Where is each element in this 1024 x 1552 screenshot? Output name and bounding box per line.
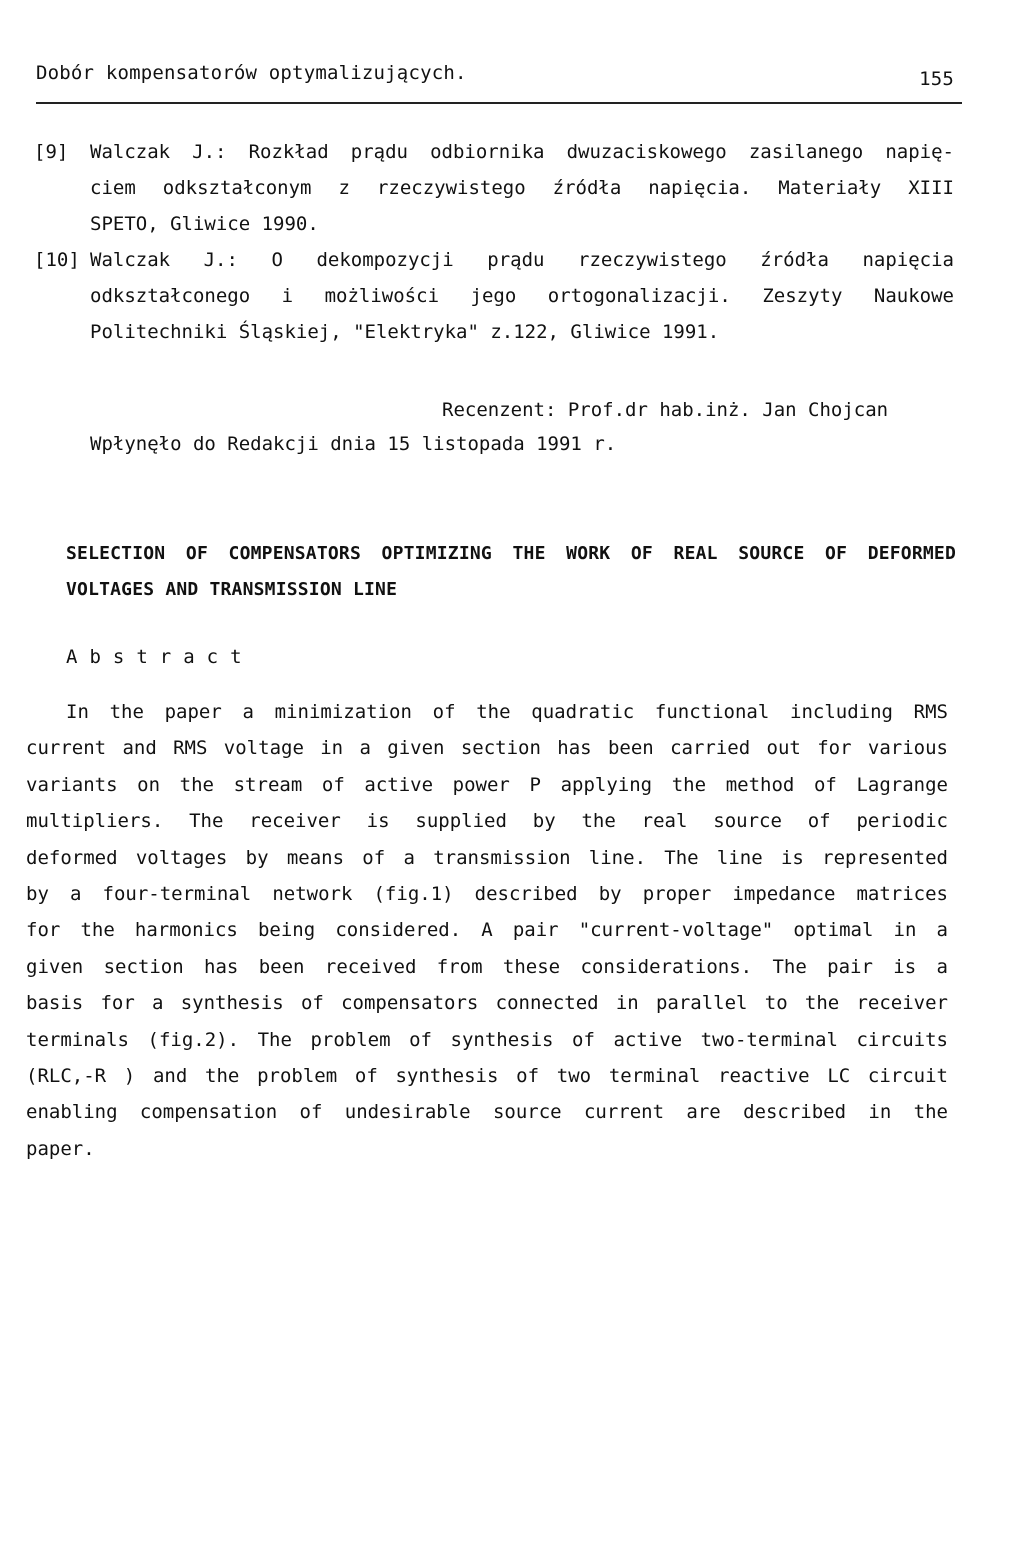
reference-text: Walczak J.: O dekompozycji prądu rzeczywistego źródła napięcia [90,249,954,271]
reference-line: odkształconego i możliwości jego ortogonalizacji. Zeszyty Naukowe [90,285,954,307]
reference-list [34,134,954,350]
reference-item [34,242,954,350]
reference-line: ciem odkształconym z rzeczywistego źródła napięcia. Materiały XIII [90,177,954,199]
abstract-line: deformed voltages by means of a transmission line. The line is represented [26,846,948,869]
abstract-line: terminals (fig.2). The problem of synthesis of active two-terminal circuits [26,1028,948,1051]
reference-number: [10] [34,249,80,271]
abstract-heading: Abstract [66,646,254,668]
header-rule [36,102,962,104]
title-line: VOLTAGES AND TRANSMISSION LINE [66,579,398,600]
reference-line: Politechniki Śląskiej, "Elektryka" z.122, Gliwice 1991. [90,321,720,343]
abstract-line: variants on the stream of active power P applying the method of Lagrange [26,773,948,796]
reviewer-note: Recenzent: Prof.dr hab.inż. Jan Chojcan [442,399,889,421]
abstract-line: In the paper a minimization of the quadratic functional including RMS [66,701,948,723]
abstract-line: current and RMS voltage in a given section has been carried out for various [26,737,948,760]
running-header-title: Dobór kompensatorów optymalizujących. [36,62,467,84]
reference-line: SPETO, Gliwice 1990. [90,213,319,235]
reference-number: [9] [34,141,69,163]
reference-text: Walczak J.: Rozkład prądu odbiornika dwuzaciskowego zasilanego napię- [90,141,954,163]
abstract-line: for the harmonics being considered. A pair "current-voltage" optimal in a [26,919,948,942]
abstract-line: enabling compensation of undesirable source current are described in the [26,1101,948,1124]
abstract-line: multipliers. The receiver is supplied by the real source of periodic [26,810,948,833]
english-paper-title [66,536,956,608]
received-date-note: Wpłynęło do Redakcji dnia 15 listopada 1991 r. [90,433,617,455]
reference-line [34,242,954,278]
reference-item [34,134,954,242]
title-line: SELECTION OF COMPENSATORS OPTIMIZING THE WORK OF REAL SOURCE OF DEFORMED [66,543,956,564]
abstract-line: paper. [26,1137,95,1160]
abstract-line: by a four-terminal network (fig.1) described by proper impedance matrices [26,882,948,905]
abstract-line: (RLC,-R ) and the problem of synthesis of two terminal reactive LC circuit [26,1064,948,1087]
reference-line [34,134,954,170]
abstract-line: given section has been received from these considerations. The pair is a [26,955,948,978]
page-number: 155 [919,68,954,90]
abstract-line: basis for a synthesis of compensators connected in parallel to the receiver [26,992,948,1015]
abstract-body [26,694,948,1167]
